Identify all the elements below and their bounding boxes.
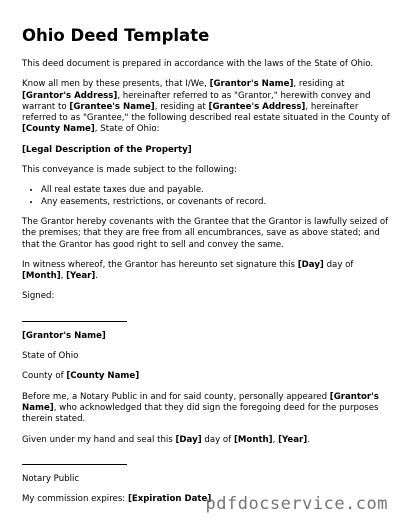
text-segment: , hereinafter referred to as "Grantor," herewith convey and warrant to — [22, 90, 371, 112]
witness-paragraph — [22, 260, 394, 283]
notary-signature-line — [22, 464, 127, 465]
grantee-address-placeholder: [Grantee's Address] — [208, 101, 306, 112]
list-item: • Any easements, restrictions, or covenants of record. — [41, 197, 394, 208]
document-title: Ohio Deed Template — [22, 26, 210, 45]
county-line — [22, 371, 394, 382]
conveyance-paragraph: This conveyance is made subject to the following: — [22, 165, 237, 176]
text-segment: , State of Ohio: — [94, 124, 160, 135]
text-segment: , residing at — [154, 101, 209, 112]
intro-paragraph: This deed document is prepared in accordance with the laws of the State of Ohio. — [22, 59, 374, 69]
legal-description — [22, 145, 394, 156]
month-placeholder: [Month] — [22, 271, 61, 282]
text-segment: My commission expires: — [22, 494, 128, 505]
county-placeholder: [County Name] — [22, 124, 95, 135]
text-segment: day of — [201, 434, 234, 445]
notary-public-label: Notary Public — [22, 473, 80, 484]
day-placeholder: [Day] — [175, 434, 202, 445]
day-placeholder: [Day] — [297, 259, 324, 270]
list-item: • All real estate taxes due and payable. — [41, 185, 394, 196]
text-segment: day of — [323, 259, 354, 270]
county-placeholder: [County Name] — [66, 371, 140, 382]
text-segment: . — [95, 271, 99, 282]
watermark: pdfdocservice.com — [205, 494, 388, 514]
text-segment: Before me, a Notary Public in and for said county, personally appeared — [22, 391, 330, 402]
deed-document — [22, 26, 394, 514]
signed-label: Signed: — [22, 291, 55, 302]
text-segment: , hereinafter referred to as "Grantee," the following described real estate situated in the County of — [22, 101, 390, 124]
year-placeholder: [Year] — [66, 271, 96, 282]
notary-paragraph — [22, 392, 394, 426]
legal-description-placeholder: [Legal Description of the Property] — [22, 144, 192, 155]
parties-paragraph — [22, 79, 394, 135]
text-segment: , — [272, 434, 279, 445]
conditions-list — [22, 185, 394, 208]
grantor-signature-name — [22, 331, 394, 342]
text-segment: , residing at — [293, 79, 345, 90]
text-segment: , — [60, 271, 67, 282]
grantor-signature-line — [22, 321, 127, 322]
expiration-date-placeholder: [Expiration Date] — [127, 494, 212, 505]
text-segment: Know all men by these presents, that I/We, — [22, 79, 210, 90]
state-line: State of Ohio — [22, 351, 79, 362]
text-segment: , who acknowledged that they did sign the foregoing deed for the purposes therein stated. — [22, 402, 379, 425]
text-segment: In witness whereof, the Grantor has hereunto set signature this — [22, 259, 298, 270]
text-segment: . — [307, 434, 310, 445]
grantor-name-placeholder: [Grantor's Name] — [22, 391, 379, 413]
grantor-address-placeholder: [Grantor's Address] — [22, 90, 118, 101]
text-segment: Given under my hand and seal this — [22, 434, 176, 445]
year-placeholder: [Year] — [278, 434, 308, 445]
covenant-paragraph: The Grantor hereby covenants with the Grantee that the Grantor is lawfully seized of the premises; that they are free from all encumbrances, save as above stated; and that the Grantor has good right to sell and convey the same. — [22, 216, 389, 250]
grantor-name-placeholder: [Grantor's Name] — [209, 79, 294, 90]
grantor-name-placeholder: [Grantor's Name] — [22, 330, 106, 341]
text-segment: County of — [22, 371, 67, 382]
month-placeholder: [Month] — [233, 434, 273, 445]
given-paragraph — [22, 435, 394, 446]
grantee-name-placeholder: [Grantee's Name] — [69, 101, 155, 112]
